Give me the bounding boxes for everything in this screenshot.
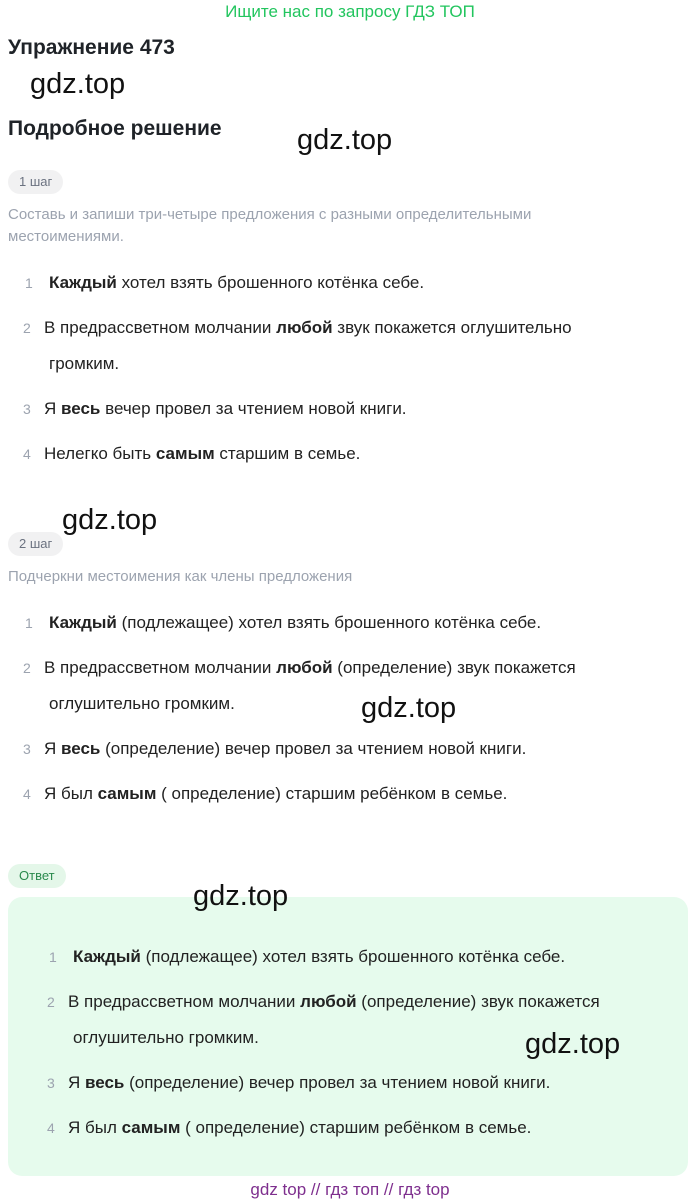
watermark: gdz.top: [30, 68, 126, 100]
list-item: Нелегко быть самым старшим в семье.: [44, 444, 361, 463]
list-item: Каждый (подлежащее) хотел взять брошенного котёнка себе.: [49, 613, 542, 632]
list-item-number: 1: [25, 615, 33, 631]
step-2-badge: 2 шаг: [8, 532, 63, 556]
list-item-number: 1: [49, 949, 57, 965]
list-item: В предрассветном молчании любой звук покажется оглушительно: [44, 318, 572, 337]
step-1-badge: 1 шаг: [8, 170, 63, 194]
list-item-number: 3: [47, 1075, 55, 1091]
list-item-number: 4: [47, 1120, 55, 1136]
footer-links[interactable]: gdz top // гдз топ // гдз top: [250, 1180, 450, 1199]
list-item: Я весь (определение) вечер провел за чтением новой книги.: [68, 1073, 551, 1092]
search-banner[interactable]: Ищите нас по запросу ГДЗ ТОП: [225, 2, 475, 21]
list-item: Я был самым ( определение) старшим ребёнком в семье.: [68, 1118, 532, 1137]
watermark: gdz.top: [62, 504, 158, 536]
list-item-number: 4: [23, 786, 31, 802]
solution-heading: Подробное решение: [8, 117, 222, 140]
list-item-number: 1: [25, 275, 33, 291]
list-item-number: 2: [23, 320, 31, 336]
list-item: Я весь (определение) вечер провел за чтением новой книги.: [44, 739, 527, 758]
list-item: Каждый (подлежащее) хотел взять брошенного котёнка себе.: [73, 947, 566, 966]
list-item-continuation: оглушительно громким.: [73, 1028, 259, 1047]
page-title: Упражнение 473: [8, 36, 175, 59]
answer-badge: Ответ: [8, 864, 66, 888]
list-item-continuation: оглушительно громким.: [49, 694, 235, 713]
list-item-number: 3: [23, 401, 31, 417]
list-item-continuation: громким.: [49, 354, 120, 373]
step-1-task: Составь и запиши три-четыре предложения с разными определительными местоимениями.: [8, 206, 532, 245]
step-2-task: Подчеркни местоимения как члены предложения: [8, 568, 353, 585]
watermark: gdz.top: [297, 124, 393, 156]
watermark: gdz.top: [193, 880, 289, 912]
list-item-number: 3: [23, 741, 31, 757]
list-item-number: 2: [23, 660, 31, 676]
watermark: gdz.top: [361, 692, 457, 724]
list-item-number: 4: [23, 446, 31, 462]
list-item: В предрассветном молчании любой (определение) звук покажется: [68, 992, 600, 1011]
list-item: В предрассветном молчании любой (определение) звук покажется: [44, 658, 576, 677]
watermark: gdz.top: [525, 1028, 621, 1060]
list-item: Я весь вечер провел за чтением новой книги.: [44, 399, 407, 418]
list-item: Я был самым ( определение) старшим ребёнком в семье.: [44, 784, 508, 803]
list-item-number: 2: [47, 994, 55, 1010]
list-item: Каждый хотел взять брошенного котёнка себе.: [49, 273, 425, 292]
